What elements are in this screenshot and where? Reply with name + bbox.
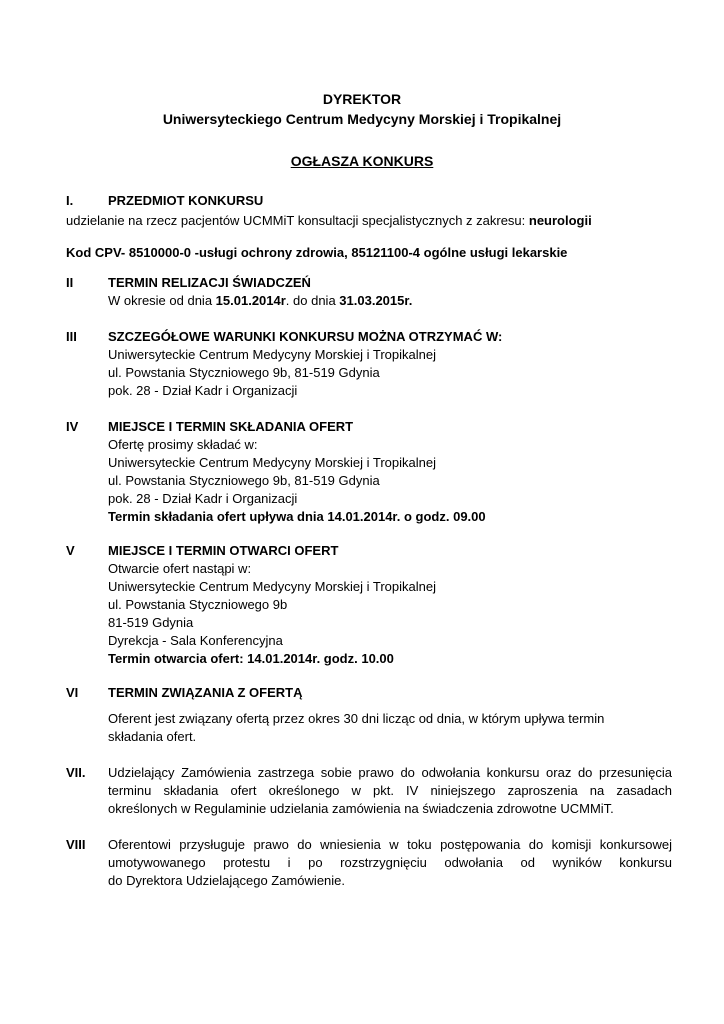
section-number: II bbox=[66, 275, 74, 290]
section-number: IV bbox=[66, 419, 79, 434]
text-line: Oferentowi przysługuje prawo do wniesienia w toku postępowania do komisji konkursowej bbox=[108, 837, 672, 852]
address-line: Uniwersyteckie Centrum Medycyny Morskiej i Tropikalnej bbox=[108, 455, 436, 470]
address-line: ul. Powstania Styczniowego 9b, 81-519 Gdynia bbox=[108, 365, 380, 380]
address-line: 81-519 Gdynia bbox=[108, 615, 194, 630]
text-line: terminu składania ofert określonego w pkt. IV niniejszego zaproszenia na zasadach bbox=[108, 783, 672, 798]
text-line: umotywowanego protestu i po rozstrzygnięciu odwołania od wyników konkursu bbox=[108, 855, 672, 870]
section-title: PRZEDMIOT KONKURSU bbox=[108, 193, 264, 208]
section-number: VII. bbox=[66, 765, 86, 780]
section-number: VIII bbox=[66, 837, 86, 852]
text-line: Udzielający Zamówienia zastrzega sobie prawo do odwołania konkursu oraz do przesunięcia bbox=[108, 765, 672, 780]
text-line: składania ofert. bbox=[108, 729, 197, 744]
section-title: MIEJSCE I TERMIN SKŁADANIA OFERT bbox=[108, 419, 354, 434]
address-line: pok. 28 - Dział Kadr i Organizacji bbox=[108, 491, 298, 506]
section-1-text: udzielanie na rzecz pacjentów UCMMiT konsultacji specjalistycznych z zakresu: neurologii bbox=[66, 213, 592, 228]
header-institution: Uniwersyteckiego Centrum Medycyny Morskiej i Tropikalnej bbox=[162, 111, 562, 127]
section-number: VI bbox=[66, 685, 79, 700]
section-number: I. bbox=[66, 193, 74, 208]
address-line: ul. Powstania Styczniowego 9b, 81-519 Gdynia bbox=[108, 473, 380, 488]
period-text: W okresie od dnia 15.01.2014r. do dnia 31.03.2015r. bbox=[108, 293, 413, 308]
cpv-code: Kod CPV- 8510000-0 -usługi ochrony zdrowia, 85121100-4 ogólne usługi lekarskie bbox=[66, 245, 568, 260]
text-line: do Dyrektora Udzielającego Zamówienie. bbox=[108, 873, 346, 888]
section-title: MIEJSCE I TERMIN OTWARCI OFERT bbox=[108, 543, 339, 558]
submission-deadline: Termin składania ofert upływa dnia 14.01.2014r. o godz. 09.00 bbox=[108, 509, 486, 524]
header-title: DYREKTOR bbox=[322, 91, 402, 107]
address-line: pok. 28 - Dział Kadr i Organizacji bbox=[108, 383, 298, 398]
text-line: Oferent jest związany ofertą przez okres 30 dni licząc od dnia, w którym upływa termin bbox=[108, 711, 605, 726]
address-line: Dyrekcja - Sala Konferencyjna bbox=[108, 633, 283, 648]
header-announcement: OGŁASZA KONKURS bbox=[290, 153, 434, 169]
section-title: TERMIN ZWIĄZANIA Z OFERTĄ bbox=[108, 685, 303, 700]
text-line: Otwarcie ofert nastąpi w: bbox=[108, 561, 252, 576]
text-line: Ofertę prosimy składać w: bbox=[108, 437, 258, 452]
address-line: ul. Powstania Styczniowego 9b bbox=[108, 597, 288, 612]
section-number: III bbox=[66, 329, 77, 344]
opening-deadline: Termin otwarcia ofert: 14.01.2014r. godz. 10.00 bbox=[108, 651, 394, 666]
text-line: określonych w Regulaminie udzielania zamówienia na świadczenia zdrowotne UCMMiT. bbox=[108, 801, 614, 816]
specialty: neurologii bbox=[528, 213, 592, 228]
address-line: Uniwersyteckie Centrum Medycyny Morskiej i Tropikalnej bbox=[108, 347, 436, 362]
section-title: SZCZEGÓŁOWE WARUNKI KONKURSU MOŻNA OTRZYMAĆ W: bbox=[108, 329, 503, 344]
section-number: V bbox=[66, 543, 75, 558]
address-line: Uniwersyteckie Centrum Medycyny Morskiej i Tropikalnej bbox=[108, 579, 436, 594]
section-title: TERMIN RELIZACJI ŚWIADCZEŃ bbox=[108, 275, 311, 290]
